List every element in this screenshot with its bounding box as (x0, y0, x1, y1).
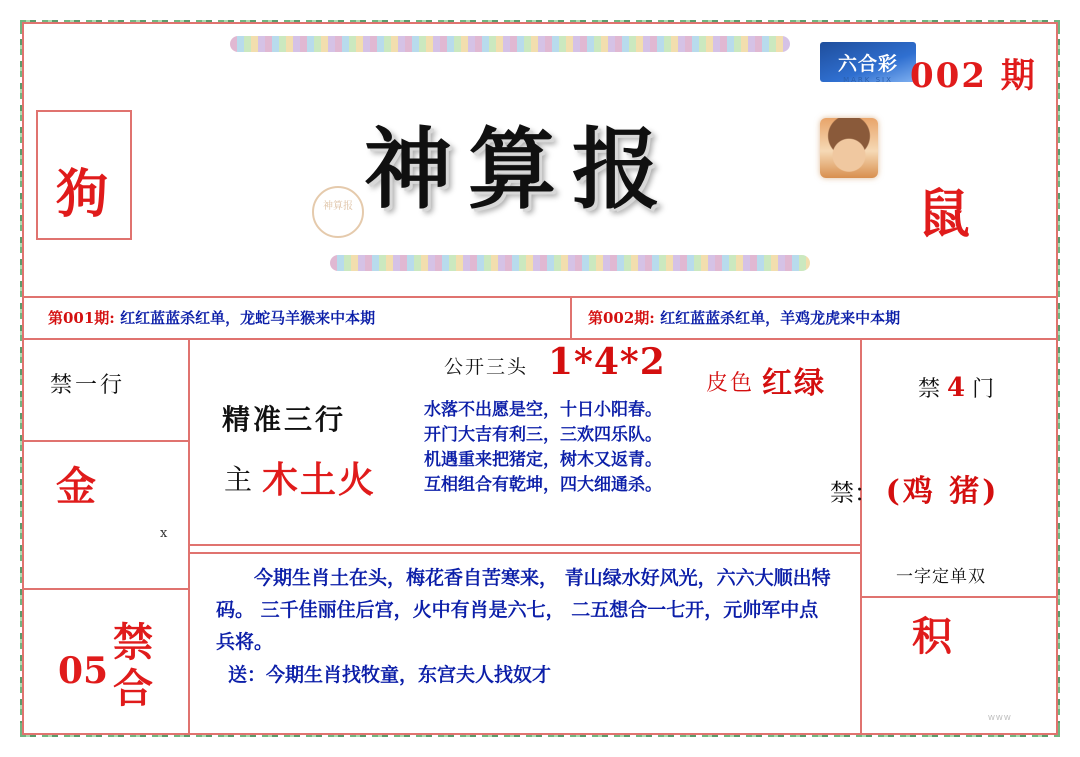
poem-block (424, 398, 662, 498)
ban-element-value: 金 (56, 463, 96, 510)
ban-yixing-label: 禁一行 (50, 373, 126, 398)
gongkai-label: 公开三头 (444, 356, 529, 378)
notice-right (588, 307, 900, 328)
ban-men-suffix: 门 (972, 377, 995, 402)
divider-middle-bottom (188, 544, 860, 546)
ban-pair-value: (鸡 猪) (885, 474, 1000, 509)
yizi-label: 一字定单双 (896, 567, 986, 587)
poem-line: 开门大吉有利三，三欢四乐队。 (424, 425, 662, 445)
zhu-label: 主 (224, 463, 253, 496)
seal-stamp: 神算报 (312, 186, 364, 238)
zodiac-right-label: 鼠 (918, 184, 971, 245)
mark-six-logo: 六合彩 (820, 42, 916, 82)
ban-men-number: 4 (947, 373, 966, 403)
poem-line: 互相组合有乾坤，四大细通杀。 (424, 475, 662, 495)
ban-pair-block (830, 466, 999, 510)
divider-left-bottom (24, 588, 188, 590)
main-body-text: 今期生肖土在头，梅花香自苦寒来， 青山绿水好风光，六六大顺出特码。 三千佳丽住后宫，火中有肖是六七， 二五想合一七开，元帅军中点兵将。 (216, 567, 831, 653)
watermark-text: WWW (988, 714, 1012, 722)
divider-middle-right (860, 338, 862, 544)
jingzhun-label: 精准三行 (222, 403, 347, 436)
notice-left-prefix: 第001期: (48, 309, 115, 327)
issue-number: 002 期 (910, 56, 1037, 96)
divider-notice-top (24, 296, 1056, 298)
ban-men-block (918, 372, 994, 403)
poem-line: 机遇重来把猪定，树木又返青。 (424, 450, 662, 470)
yizi-value: 积 (912, 613, 952, 660)
divider-notice-middle (570, 296, 572, 338)
mark-six-logo-subtext: MARK SIX (843, 76, 893, 84)
notice-right-body: 红红蓝蓝杀红单，羊鸡龙虎来中本期 (660, 309, 901, 327)
masthead-title: 神算报 (363, 116, 676, 221)
divider-left-cell (24, 440, 188, 442)
notice-left (48, 307, 375, 328)
zodiac-left-label: 狗 (56, 164, 109, 225)
gongkai-value: 1*4*2 (548, 341, 666, 383)
notice-right-prefix: 第002期: (588, 309, 655, 327)
portrait-photo (820, 118, 878, 178)
floral-ribbon-top (230, 36, 790, 52)
divider-bottom-inner (188, 552, 860, 554)
divider-bottom-right (860, 544, 862, 734)
divider-middle-left (188, 338, 190, 544)
song-text: 送：今期生肖找牧童，东宫夫人找奴才 (228, 664, 552, 686)
bottom-number: 05 (58, 650, 109, 692)
bose-value: 红绿 (762, 366, 826, 401)
x-mark: x (160, 526, 168, 541)
divider-notice-bottom (24, 338, 1056, 340)
bottom-jinhe: 禁合 (113, 619, 153, 712)
floral-ribbon-middle (330, 255, 810, 271)
zhu-value: 木土火 (262, 459, 377, 501)
ban-pair-label: 禁： (830, 479, 878, 507)
notice-left-body: 红红蓝蓝杀红单，龙蛇马羊猴来中本期 (120, 309, 376, 327)
bose-label: 皮色 (706, 371, 755, 396)
poem-line: 水落不出愿是空，十日小阳春。 (424, 400, 662, 420)
divider-yizi (860, 596, 1056, 598)
ban-men-label: 禁 (918, 377, 941, 402)
divider-bottom-left (188, 544, 190, 734)
